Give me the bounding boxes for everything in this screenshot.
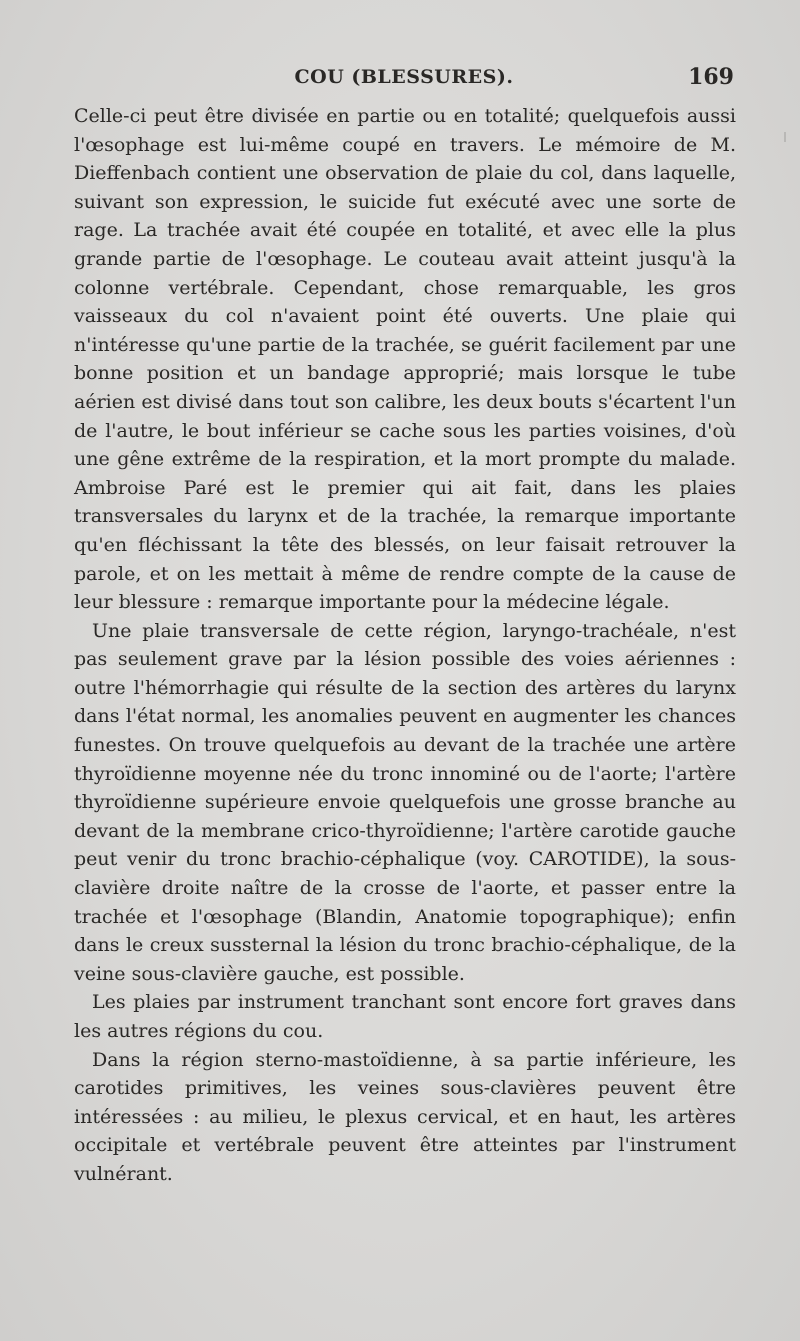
running-head: COU (BLESSURES). bbox=[294, 66, 514, 88]
paragraph-4: Dans la région sterno-mastoïdienne, à sa partie inférieure, les carotides primitives, les veines sous-clavières peuvent être intéressées : au milieu, le plexus cervical, et en haut, les artères occipitale et vertébrale peuvent être atteintes par l'instrument vulnérant. bbox=[74, 1048, 736, 1185]
margin-mark bbox=[784, 132, 786, 142]
paragraph-2: Une plaie transversale de cette région, laryngo-trachéale, n'est pas seulement grave par la lésion possible des voies aériennes : outre l'hémorrhagie qui résulte de la section des artères du larynx dans l'état normal, les anomalies peuvent en augmenter les chances funestes. On trouve quelquefois au devant de la trachée une artère thyroïdienne moyenne née du tronc innominé ou de l'aorte; l'artère thyroïdienne supérieure envoie quelquefois une grosse branche au devant de la membrane crico-thyroïdienne; l'artère carotide gauche peut venir du tronc brachio-céphalique (voy. CAROTIDE), la sous-clavière droite naître de la crosse de l'aorte, et passer entre la trachée et l'œsophage (Blandin, Anatomie topographique); enfin dans le creux sussternal la lésion du tronc brachio-céphalique, de la veine sous-clavière gauche, est possible. bbox=[74, 619, 736, 985]
page-header bbox=[74, 66, 734, 100]
page-number: 169 bbox=[688, 64, 734, 90]
body-text bbox=[74, 102, 736, 1189]
paragraph-1: Celle-ci peut être divisée en partie ou en totalité; quelquefois aussi l'œsophage est lui-même coupé en travers. Le mémoire de M. Dieffenbach contient une observation de plaie du col, dans laquelle, suivant son expression, le suicide fut exécuté avec une sorte de rage. La trachée avait été coupée en totalité, et avec elle la plus grande partie de l'œsophage. Le couteau avait atteint jusqu'à la colonne vertébrale. Cependant, chose remarquable, les gros vaisseaux du col n'avaient point été ouverts. Une plaie qui n'intéresse qu'une partie de la trachée, se guérit facilement par une bonne position et un bandage approprié; mais lorsque le tube aérien est divisé dans tout son calibre, les deux bouts s'écartent l'un de l'autre, le bout inférieur se cache sous les parties voisines, d'où une gêne extrême de la respiration, et la mort prompte du malade. Ambroise Paré est le premier qui ait fait, dans les plaies transversales du larynx et de la trachée, la remarque importante qu'en fléchissant la tête des blessés, on leur faisait retrouver la parole, et on les mettait à même de rendre compte de la cause de leur blessure : remarque importante pour la médecine légale. bbox=[74, 105, 736, 614]
paragraph-3: Les plaies par instrument tranchant sont encore fort graves dans les autres régions du cou. bbox=[74, 991, 736, 1042]
